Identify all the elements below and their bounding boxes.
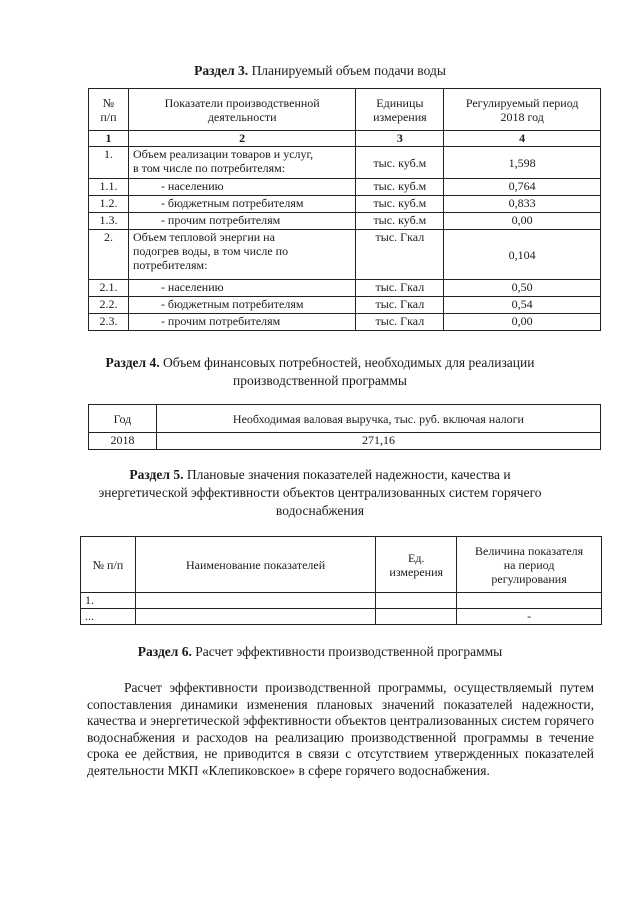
row-unit: тыс. Гкал — [356, 314, 444, 331]
row-value: 0,00 — [444, 213, 601, 230]
row-num: ... — [81, 609, 136, 625]
section4-title-line2: производственной программы — [233, 373, 407, 388]
header-indicator: Показатели производственной деятельности — [128, 89, 355, 131]
row-num: 2.2. — [89, 297, 129, 314]
row-num: 2. — [89, 230, 129, 280]
row-name: - прочим потребителям — [128, 314, 355, 331]
table-row — [89, 147, 601, 179]
table-row — [89, 179, 601, 196]
header-period: Регулируемый период 2018 год — [444, 89, 601, 131]
section3-table — [88, 88, 601, 331]
row-year: 2018 — [89, 433, 157, 450]
row-name: - населению — [128, 179, 355, 196]
header-unit: Единицы измерения — [356, 89, 444, 131]
row-value — [457, 593, 602, 609]
row-num: 1. — [81, 593, 136, 609]
table-row — [89, 314, 601, 331]
row-unit — [376, 609, 457, 625]
row-unit: тыс. куб.м — [356, 147, 444, 179]
section5-label: Раздел 5. — [129, 467, 184, 482]
row-name: Объем тепловой энергии на подогрев воды, в том числе по потребителям: — [128, 230, 355, 280]
row-unit: тыс. Гкал — [356, 230, 444, 280]
row-name: - бюджетным потребителям — [128, 196, 355, 213]
col-number-1: 1 — [89, 131, 129, 147]
section5-title-line1: Плановые значения показателей надежности, качества и — [186, 467, 511, 482]
section6-paragraph — [87, 680, 594, 779]
header-indicator-name: Наименование показателей — [135, 537, 375, 593]
table-row — [89, 196, 601, 213]
section5-table — [80, 536, 602, 625]
section5-title-line3: водоснабжения — [275, 503, 365, 518]
row-name — [135, 593, 375, 609]
col-number-4: 4 — [444, 131, 601, 147]
section4-heading — [40, 354, 600, 390]
table-row — [89, 280, 601, 297]
row-revenue: 271,16 — [156, 433, 600, 450]
row-name: Объем реализации товаров и услуг, в том числе по потребителям: — [128, 147, 355, 179]
table-row — [81, 593, 602, 609]
row-value: 0,00 — [444, 314, 601, 331]
section4-title-line1: Объем финансовых потребностей, необходимых для реализации — [162, 355, 535, 370]
table-row — [89, 297, 601, 314]
header-year: Год — [89, 405, 157, 433]
section3-label: Раздел 3. — [194, 63, 249, 78]
section6-title: Расчет эффективности производственной программы — [195, 644, 503, 659]
row-value: - — [457, 609, 602, 625]
header-num: № п/п — [81, 537, 136, 593]
row-value: 1,598 — [444, 147, 601, 179]
row-num: 1.2. — [89, 196, 129, 213]
section5-header-row — [81, 537, 602, 593]
section6-heading — [40, 643, 600, 661]
row-value: 0,50 — [444, 280, 601, 297]
table-row — [89, 433, 601, 450]
section4-header-row — [89, 405, 601, 433]
table-row — [89, 230, 601, 280]
row-unit: тыс. куб.м — [356, 179, 444, 196]
table-row — [81, 609, 602, 625]
row-value: 0,833 — [444, 196, 601, 213]
row-value: 0,104 — [444, 230, 601, 280]
section6-label: Раздел 6. — [137, 644, 192, 659]
row-value: 0,764 — [444, 179, 601, 196]
section3-numbering-row — [89, 131, 601, 147]
row-unit — [376, 593, 457, 609]
section5-title-line2: энергетической эффективности объектов централизованных систем горячего — [98, 485, 542, 500]
section4-label: Раздел 4. — [105, 355, 160, 370]
row-num: 2.1. — [89, 280, 129, 297]
col-number-2: 2 — [128, 131, 355, 147]
row-num: 2.3. — [89, 314, 129, 331]
section3-title: Планируемый объем подачи воды — [251, 63, 446, 78]
row-value: 0,54 — [444, 297, 601, 314]
col-number-3: 3 — [356, 131, 444, 147]
section5-heading — [40, 466, 600, 520]
section4-table — [88, 404, 601, 450]
section6-paragraph-text: Расчет эффективности производственной программы, осуществляемый путем сопоставления динамики изменения плановых значений показателей надежности, качества и энергетической эффективности объектов централизованных систем горячего водоснабжения и расходов на реализацию производственной программы в течение срока ее действия, не приводится в связи с отсутствием утвержденных показателей деятельности МКП «Клепиковское» в сфере горячего водоснабжения. — [87, 680, 594, 778]
header-num: № п/п — [89, 89, 129, 131]
row-unit: тыс. Гкал — [356, 280, 444, 297]
section3-heading — [40, 62, 600, 80]
row-num: 1.1. — [89, 179, 129, 196]
header-value: Величина показателя на период регулирования — [457, 537, 602, 593]
row-num: 1. — [89, 147, 129, 179]
row-unit: тыс. куб.м — [356, 196, 444, 213]
row-unit: тыс. Гкал — [356, 297, 444, 314]
row-unit: тыс. куб.м — [356, 213, 444, 230]
section3-header-row — [89, 89, 601, 131]
row-name: - прочим потребителям — [128, 213, 355, 230]
row-num: 1.3. — [89, 213, 129, 230]
header-revenue: Необходимая валовая выручка, тыс. руб. включая налоги — [156, 405, 600, 433]
row-name: - бюджетным потребителям — [128, 297, 355, 314]
header-unit: Ед. измерения — [376, 537, 457, 593]
row-name — [135, 609, 375, 625]
table-row — [89, 213, 601, 230]
row-name: - населению — [128, 280, 355, 297]
